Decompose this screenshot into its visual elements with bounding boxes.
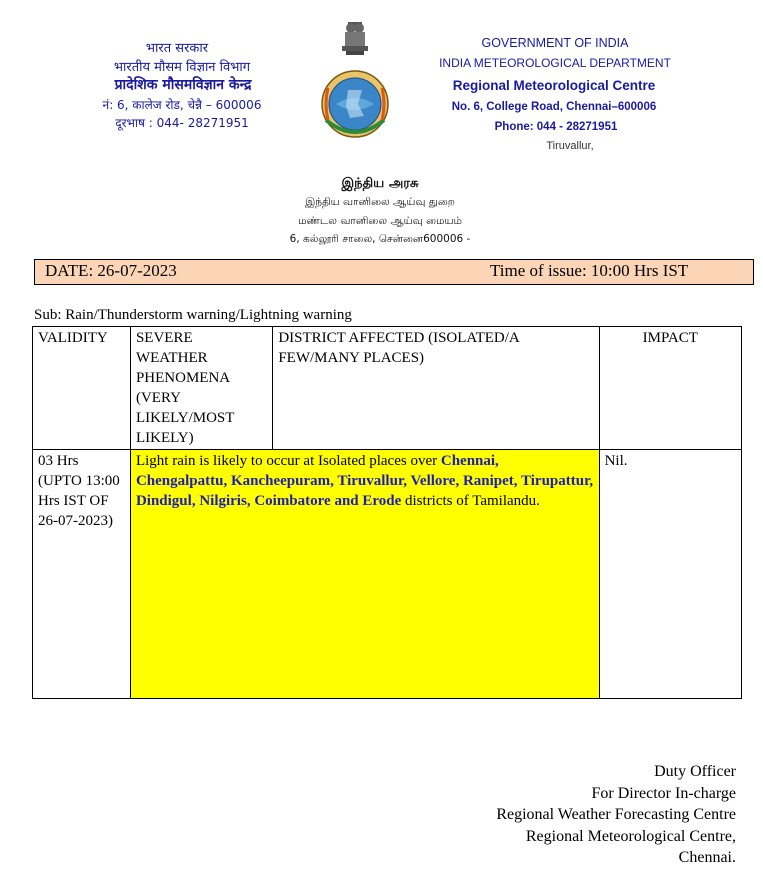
signature-line3: Regional Weather Forecasting Centre	[496, 806, 736, 823]
english-header-line6: Tiruvallur,	[546, 140, 594, 152]
forecast-suffix: districts of Tamilandu.	[401, 493, 540, 509]
subject-line: Sub: Rain/Thunderstorm warning/Lightning warning	[34, 307, 352, 323]
table-row	[33, 450, 742, 699]
issue-date: DATE: 26-07-2023	[45, 261, 177, 280]
hindi-header-line2: भारतीय मौसम विज्ञान विभाग	[113, 60, 251, 75]
hindi-header-line1: भारत सरकार	[145, 41, 209, 56]
hindi-header-line3: प्रादेशिक मौसमविज्ञान केन्द्र	[114, 77, 252, 93]
signature-line5: Chennai.	[678, 849, 736, 866]
signature-line1: Duty Officer	[654, 763, 736, 780]
english-header-line1: GOVERNMENT OF INDIA	[481, 36, 629, 50]
issue-time: Time of issue: 10:00 Hrs IST	[490, 261, 689, 280]
english-header-line4: No. 6, College Road, Chennai–600006	[451, 101, 657, 113]
signature-block	[496, 761, 736, 869]
header-phenomena: SEVERE WEATHER PHENOMENA (VERY LIKELY/MOST LIKELY)	[130, 327, 272, 450]
table-header-row	[33, 327, 742, 450]
tamil-header-line2: இந்திய வானிலை ஆய்வு துறை	[305, 196, 455, 208]
english-header-line2: INDIA METEOROLOGICAL DEPARTMENT	[439, 56, 671, 70]
affected-districts: Chennai, Chengalpattu, Kancheepuram, Tiruvallur, Vellore, Ranipet, Tirupattur, Dindigul, Nilgiris, Coimbatore and Erode	[135, 453, 594, 509]
header-validity: VALIDITY	[33, 327, 131, 450]
english-header-line5: Phone: 044 - 28271951	[494, 121, 618, 133]
forecast-cell	[130, 450, 599, 699]
hindi-header-line5: दूरभाष : 044- 28271951	[115, 116, 249, 130]
impact-cell: Nil.	[599, 450, 741, 699]
warning-table	[32, 326, 742, 699]
forecast-prefix: Light rain is likely to occur at Isolated places over	[135, 453, 441, 469]
header-impact: IMPACT	[599, 327, 741, 450]
imd-emblem-logo	[318, 20, 392, 146]
header-district: DISTRICT AFFECTED (ISOLATED/A FEW/MANY PLACES)	[273, 327, 599, 450]
hindi-header-line4: नं: 6, कालेज रोड, चेन्नै – 600006	[102, 98, 262, 112]
signature-line4: Regional Meteorological Centre,	[525, 827, 736, 845]
tamil-header-line1: இந்திய அரசு	[341, 176, 419, 191]
tamil-header-line4: 6, கல்லூரி சாலை, சென்னை600006 -	[289, 233, 471, 245]
english-header-line3: Regional Meteorological Centre	[452, 78, 656, 93]
tamil-header-line3: மண்டல வானிலை ஆய்வு மையம்	[298, 215, 462, 227]
signature-line2: For Director In-charge	[591, 784, 736, 802]
validity-cell: 03 Hrs (UPTO 13:00 Hrs IST OF 26-07-2023)	[33, 450, 131, 699]
